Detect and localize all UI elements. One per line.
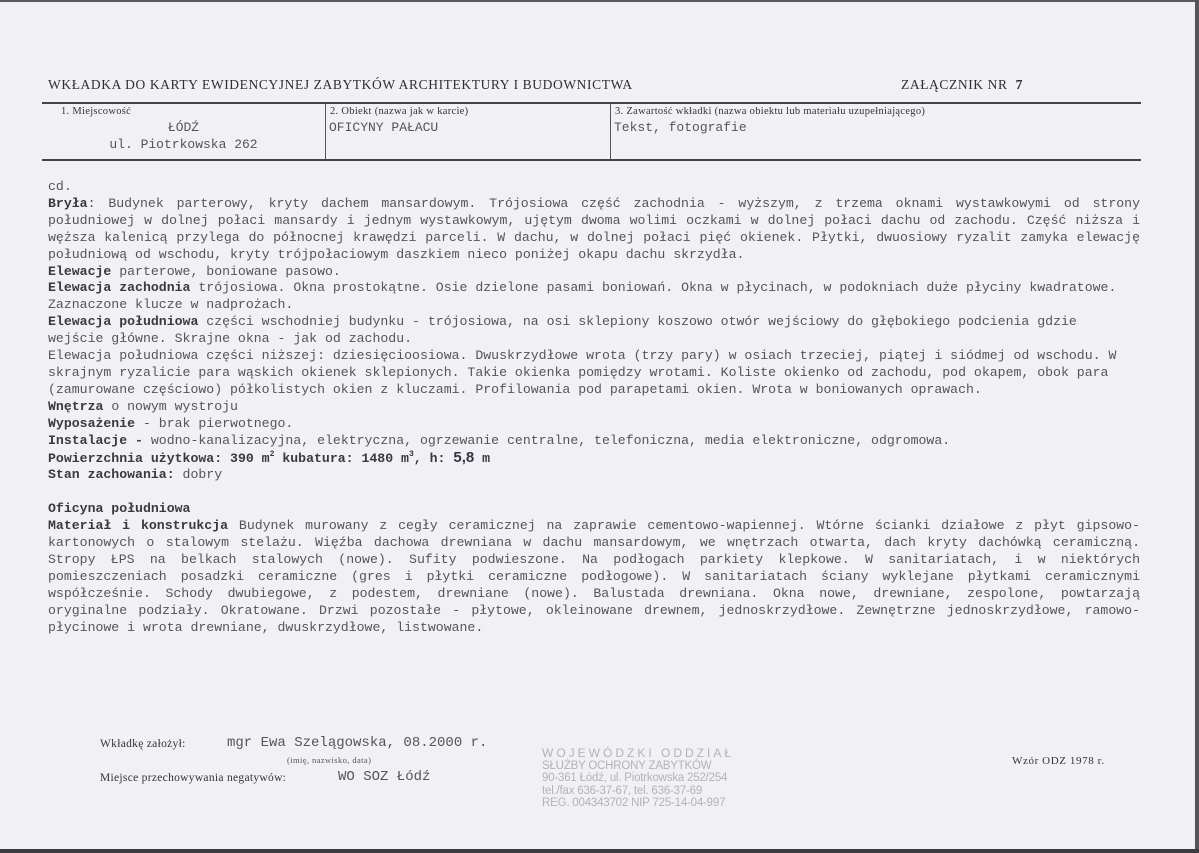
material-label: Materiał i konstrukcja bbox=[48, 518, 229, 534]
object-cell bbox=[325, 104, 610, 159]
wyposazenie-label: Wyposażenie bbox=[48, 415, 136, 431]
scan-edge-bottom bbox=[0, 849, 1199, 853]
locality-city: ŁÓDŹ bbox=[167, 120, 200, 135]
section-elewacja-poludniowa-nizsza: Elewacja południowa części niższej: dziesięcioosiowa. Dwuskrzydłowe wrota (trzy pary) w osiach trzeciej, piątej i siódmej od wschodu. W skrajnym ryzalicie para wąskich okienek sklepionych. Takie okienka pomiędzy wrotami. Koliste okienko od zachodu, pod okapem, obok para (zamurowane częściowo) półkolistych okien z kluczami. Profilowania pod parapetami okien. Wrota w boniowanych oprawach. bbox=[48, 348, 1117, 397]
instalacje-label: Instalacje - bbox=[48, 432, 143, 448]
elewacja-zachodnia-label: Elewacja zachodnia bbox=[48, 280, 191, 296]
section-bryla bbox=[48, 196, 1140, 264]
stan-text: dobry bbox=[174, 467, 223, 483]
powierzchnia-label bbox=[48, 448, 491, 466]
info-table bbox=[42, 102, 1141, 161]
wnetrza-text: o nowym wystroju bbox=[103, 398, 238, 414]
volume-exponent: 3 bbox=[408, 449, 414, 459]
area-value: : 390 m bbox=[214, 450, 270, 466]
section-wyposazenie bbox=[48, 416, 1140, 433]
material-text: Budynek murowany z cegły ceramicznej na zaprawie cementowo-wapiennej. Wtórne ścianki działowe z płyt gipsowo-kartonowych o stalowym stelażu. Więźba dachowa drewniana w dachu mansardowym, we wnętrzach otwarta, dach kryty dachówką ceramiczną. Stropy ŁPS na belkach stalowych (nowe). Sufity podwieszone. Na podłogach parkiety klepkowe. W sanitariatach, i w niektórych pomieszczeniach posadzki ceramiczne (gres i płytki ceramiczne podłogowe). W sanitariatach ściany wyklejane płytkami ceramicznymi współcześnie. Schody dwubiegowe, z podestem, drewniane (nowe). Balustada drewniana. Okna nowe, drewniane, zespolone, powtarzają oryginalne podziały. Okratowane. Drzwi pozostałe - płytowe, okleinowane drewnem, jednoskrzydłowe. Zewnętrzne jednoskrzydłowe, ramowo-płycinowe i wrota drewniane, dwuskrzydłowe, listwowane. bbox=[48, 518, 1140, 635]
oficyna-heading-text: Oficyna południowa bbox=[48, 501, 191, 517]
wyposazenie-text: - brak pierwotnego. bbox=[135, 415, 294, 431]
powierzchnia-label-text: Powierzchnia użytkowa bbox=[48, 450, 215, 466]
section-elewacja-poludniowa bbox=[48, 314, 1140, 348]
section-elewacja-zachodnia bbox=[48, 280, 1140, 314]
spacer bbox=[48, 484, 1140, 501]
scan-edge-top bbox=[0, 0, 1199, 2]
template-note: Wzór ODZ 1978 r. bbox=[1012, 755, 1105, 767]
contents-cell bbox=[610, 104, 1141, 159]
object-label: 2. Obiekt (nazwa jak w karcie) bbox=[330, 106, 469, 117]
scan-edge-right bbox=[1195, 0, 1199, 853]
elewacja-poludniowa-label: Elewacja południowa bbox=[48, 314, 199, 330]
document-body bbox=[48, 179, 1140, 637]
section-stan bbox=[48, 467, 1140, 484]
stamp-line-5: REG. 004343702 NIP 725-14-04-997 bbox=[542, 797, 726, 810]
locality-label: 1. Miejscowość bbox=[61, 106, 132, 117]
stamp-line-1: WOJEWÓDZKI ODDZIAŁ bbox=[542, 746, 734, 760]
wnetrza-label: Wnętrza bbox=[48, 398, 104, 414]
contents-label: 3. Zawartość wkładki (nazwa obiektu lub materiału uzupełniającego) bbox=[615, 106, 926, 117]
instalacje-text: wodno-kanalizacyjna, elektryczna, ogrzewanie centralne, telefoniczna, media elektroniczne, odgromowa. bbox=[142, 432, 951, 448]
office-stamp bbox=[542, 747, 752, 810]
section-powierzchnia bbox=[48, 450, 1140, 468]
author-label: Wkładkę założył: bbox=[100, 738, 186, 750]
height-value-handwritten: 5,8 bbox=[453, 448, 475, 466]
elewacje-label: Elewacje bbox=[48, 263, 112, 279]
section-wnetrza bbox=[48, 399, 1140, 416]
stamp-line-2: SŁUŻBY OCHRONY ZABYTKÓW bbox=[542, 759, 712, 772]
locality-street: ul. Piotrkowska 262 bbox=[109, 137, 258, 152]
stamp-line-3: 90-361 Łódź, ul. Piotrkowska 252/254 bbox=[542, 772, 728, 785]
elewacja-zachodnia-text: trójosiowa. Okna prostokątne. Osie dzielone pasami boniowań. Okna w płycinach, w podokniach duże płyciny kwadratowe. Zaznaczone klucze w nadprożach. bbox=[48, 280, 1117, 313]
stamp-line-4: tel./fax 636-37-67, tel. 636-37-69 bbox=[542, 784, 703, 797]
locality-cell bbox=[42, 104, 325, 159]
negatives-label: Miejsce przechowywania negatywów: bbox=[100, 772, 287, 784]
elewacja-poludniowa-text: części wschodniej budynku - trójosiowa, na osi sklepiony koszowo otwór wejściowy do głębokiego podcienia gdzie wejście główne. Skrajne okna - jak od zachodu. bbox=[48, 314, 1077, 347]
height-unit: m bbox=[474, 450, 491, 466]
annex-number bbox=[901, 77, 1023, 93]
document-title: WKŁADKA DO KARTY EWIDENCYJNEJ ZABYTKÓW ARCHITEKTURY I BUDOWNICTWA bbox=[48, 77, 633, 92]
stan-label: Stan zachowania: bbox=[48, 467, 175, 483]
height-label: , h: bbox=[413, 450, 454, 466]
elewacje-text: parterowe, boniowane pasowo. bbox=[111, 263, 341, 279]
oficyna-heading bbox=[48, 501, 1140, 518]
section-instalacje bbox=[48, 433, 1140, 450]
author-value: mgr Ewa Szelągowska, 08.2000 r. bbox=[227, 735, 488, 751]
negatives-value: WO SOZ Łódź bbox=[338, 769, 431, 785]
object-value: OFICYNY PAŁACU bbox=[329, 120, 439, 135]
section-material bbox=[48, 518, 1140, 636]
bryla-label: Bryła bbox=[48, 195, 88, 211]
contents-value: Tekst, fotografie bbox=[614, 120, 747, 135]
volume-value: kubatura: 1480 m bbox=[274, 450, 409, 466]
section-elewacje bbox=[48, 264, 1140, 281]
author-hint: (imię, nazwisko, data) bbox=[287, 755, 372, 765]
annex-number-value: 7 bbox=[1015, 77, 1023, 92]
annex-label: ZAŁĄCZNIK NR bbox=[901, 77, 1008, 92]
area-exponent: 2 bbox=[269, 449, 275, 459]
continued-marker: cd. bbox=[48, 179, 72, 194]
locality-value bbox=[42, 119, 325, 153]
bryla-text: : Budynek parterowy, kryty dachem mansardowym. Trójosiowa część zachodnia - wyższym, z trzema oknami wystawkowymi od strony południowej w dolnej połaci mansardy i jednym wystawkowym, ujętym dwoma wolimi oczkami w dolnej połaci dachu od zachodu. Część niższa i węższa kalenicą przylega do północnej krawędzi parceli. W dachu, w dolnej połaci pięć okienek. Płytki, dwuosiowy ryzalit zamyka elewację południową od wschodu, kryty trójpołaciowym daszkiem nieco poniżej okapu dachu skrzydła. bbox=[48, 195, 1140, 262]
